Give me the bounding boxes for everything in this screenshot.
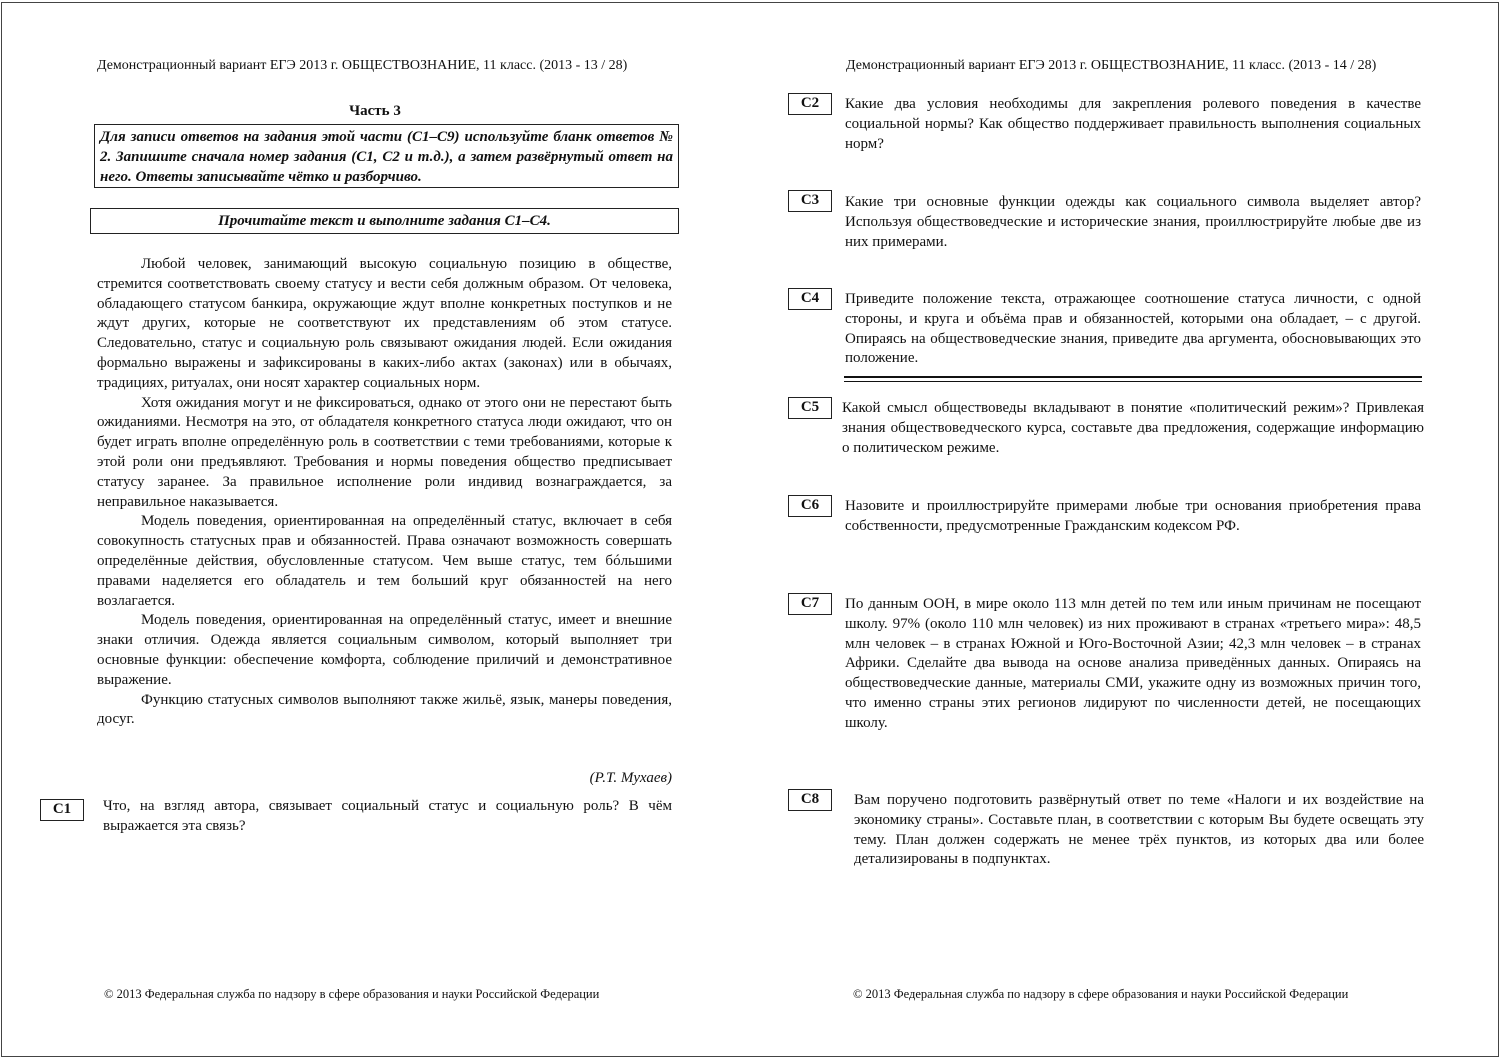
- left-page-header: Демонстрационный вариант ЕГЭ 2013 г. ОБЩЕСТВОЗНАНИЕ, 11 класс. (2013 - 13 / 28): [97, 58, 628, 73]
- instructions-box: Для записи ответов на задания этой части (С1–С9) используйте бланк ответов № 2. Запишите сначала номер задания (С1, С2 и т.д.), а затем развёрнутый ответ на него. Ответы записывайте чётко и разборчиво.: [94, 124, 679, 188]
- task-text-c8: Вам поручено подготовить развёрнутый ответ по теме «Налоги и их воздействие на экономику страны». Составьте план, в соответствии с которым Вы будете освещать эту тему. План должен содержать не менее трёх пунктов, из которых два или более детализированы в подпунктах.: [854, 792, 1424, 868]
- task-text-c3: Какие три основные функции одежды как социального символа выделяет автор? Используя обществоведческие и исторические знания, проиллюстрируйте любые две из них примерами.: [845, 194, 1421, 250]
- read-instruction-box: Прочитайте текст и выполните задания С1–С4.: [90, 208, 679, 234]
- text-paragraph-1: Любой человек, занимающий высокую социальную позицию в обществе, стремится соответствовать своему статусу и вести себя должным образом. От человека, обладающего статусом банкира, окружающие ждут вполне конкретных поступков и не ждут других, которые не соответствуют их представлениям об этом статусе. Следовательно, статус и социальную роль связывают ожидания людей. Если ожидания формально выражены и зафиксированы в каких-либо актах (законах) или в обычаях, традициях, ритуалах, они носят характер социальных норм.: [97, 256, 672, 391]
- text-author: (Р.Т. Мухаев): [589, 770, 672, 786]
- task-label-c4: C4: [788, 288, 832, 310]
- task-label-c7: C7: [788, 593, 832, 615]
- text-paragraph-2: Хотя ожидания могут и не фиксироваться, однако от этого они не перестают быть ожиданиями. Несмотря на это, от обладателя конкретного статуса люди ожидают, что он будет играть вполне определённую роль в соответствии с теми требованиями, которые к этой роли они предъявляют. Требования и нормы поведения общество предписывает статусу заранее. За правильное исполнение роли индивид вознаграждается, за неправильное наказывается.: [97, 394, 672, 510]
- task-label-c3: C3: [788, 190, 832, 212]
- text-paragraph-4: Модель поведения, ориентированная на определённый статус, имеет и внешние знаки отличия. Одежда является социальным символом, который выполняет три основные функции: обеспечение комфорта, соблюдение приличий и демонстративное выражение.: [97, 612, 672, 688]
- right-page-header: Демонстрационный вариант ЕГЭ 2013 г. ОБЩЕСТВОЗНАНИЕ, 11 класс. (2013 - 14 / 28): [846, 58, 1377, 73]
- task-text-c4: Приведите положение текста, отражающее соотношение статуса личности, с одной стороны, и круга и объёма прав и обязанностей, которыми она обладает, – с другой. Опираясь на обществоведческие знания, приведите два аргумента, обосновывающих это положение.: [845, 291, 1421, 367]
- task-label-c1: C1: [40, 799, 84, 821]
- right-page-footer: © 2013 Федеральная служба по надзору в сфере образования и науки Российской Федерации: [853, 987, 1349, 1001]
- task-text-c7: По данным ООН, в мире около 113 млн детей по тем или иным причинам не посещают школу. 97% (около 110 млн человек) из них проживают в странах «третьего мира»: 48,5 млн человек – в странах Южной и Юго-Восточной Азии; 42,3 млн человек – в странах Африки. Сделайте два вывода на основе анализа приведённых данных. Опираясь на обществоведческие данные, материалы СМИ, укажите одну из возможных причин того, что именно страны этих регионов лидируют по численности детей, не посещающих школу.: [845, 596, 1421, 731]
- task-text-c2: Какие два условия необходимы для закрепления ролевого поведения в качестве социальной нормы? Как общество поддерживает правильность выполнения социальных норм?: [845, 96, 1421, 152]
- reading-text: [97, 255, 672, 730]
- part-title: Часть 3: [349, 103, 401, 119]
- section-divider: [844, 376, 1422, 382]
- task-text-c1: Что, на взгляд автора, связывает социальный статус и социальную роль? В чём выражается эта связь?: [103, 798, 672, 834]
- task-label-c5: C5: [788, 397, 832, 419]
- left-page-footer: © 2013 Федеральная служба по надзору в сфере образования и науки Российской Федерации: [104, 987, 600, 1001]
- task-label-c2: C2: [788, 93, 832, 115]
- task-label-c8: C8: [788, 789, 832, 811]
- task-text-c6: Назовите и проиллюстрируйте примерами любые три основания приобретения права собственности, предусмотренные Гражданским кодексом РФ.: [845, 498, 1421, 534]
- task-text-c5: Какой смысл обществоведы вкладывают в понятие «политический режим»? Привлекая знания обществоведческого курса, составьте два предложения, содержащие информацию о политическом режиме.: [842, 400, 1424, 456]
- task-label-c6: C6: [788, 495, 832, 517]
- text-paragraph-3: Модель поведения, ориентированная на определённый статус, включает в себя совокупность статусных прав и обязанностей. Права означают возможность совершать определённые действия, обусловленные статусом. Чем выше статус, тем бóльшими правами наделяется его обладатель и тем больший круг обязанностей на него возлагается.: [97, 513, 672, 609]
- text-paragraph-5: Функцию статусных символов выполняют также жильё, язык, манеры поведения, досуг.: [97, 691, 672, 728]
